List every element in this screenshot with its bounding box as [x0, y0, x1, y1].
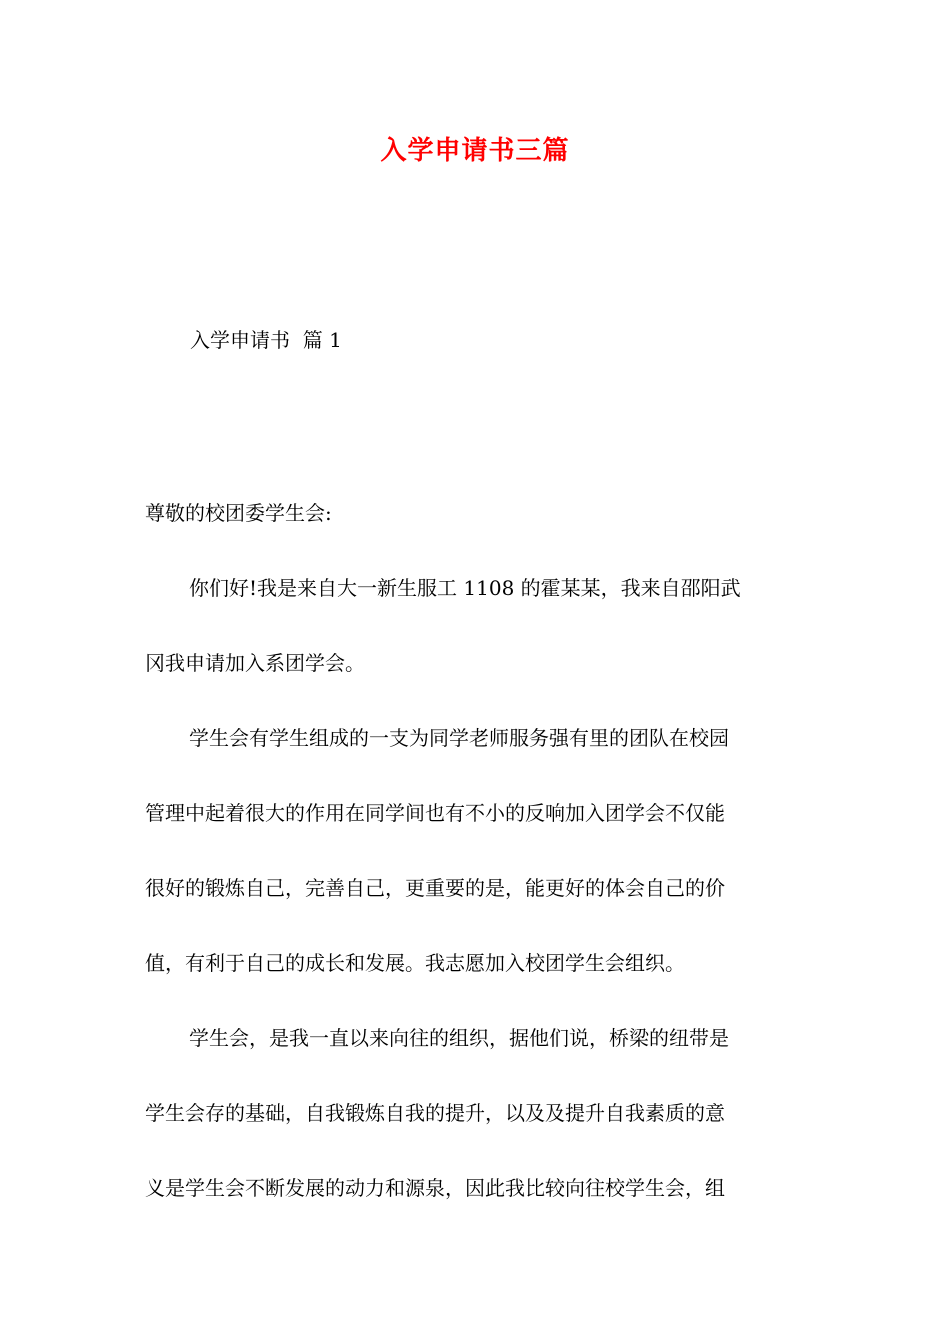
- salutation: 尊敬的校团委学生会:: [145, 501, 332, 525]
- document-body: [145, 476, 805, 1226]
- paragraph-student-union-role: 学生会有学生组成的一支为同学老师服务强有里的团队在校园 管理中起着很大的作用在同学间也有不小的反响加入团学会不仅能 很好的锻炼自己，完善自己，更重要的是，能更好的体会自己的价 值，有利于自己的成长和发展。我志愿加入校团学生会组织。: [145, 726, 729, 975]
- document-title: 入学申请书三篇: [380, 136, 570, 166]
- section-heading: 入学申请书 篇 1: [190, 328, 342, 352]
- paragraph-aspiration: 学生会，是我一直以来向往的组织，据他们说，桥梁的纽带是 学生会存的基础，自我锻炼自我的提升，以及及提升自我素质的意 义是学生会不断发展的动力和源泉，因此我比较向往校学生会，组: [145, 1026, 729, 1200]
- paragraph-greeting: 你们好!我是来自大一新生服工 1108 的霍某某，我来自邵阳武 冈我申请加入系团学会。: [145, 576, 741, 675]
